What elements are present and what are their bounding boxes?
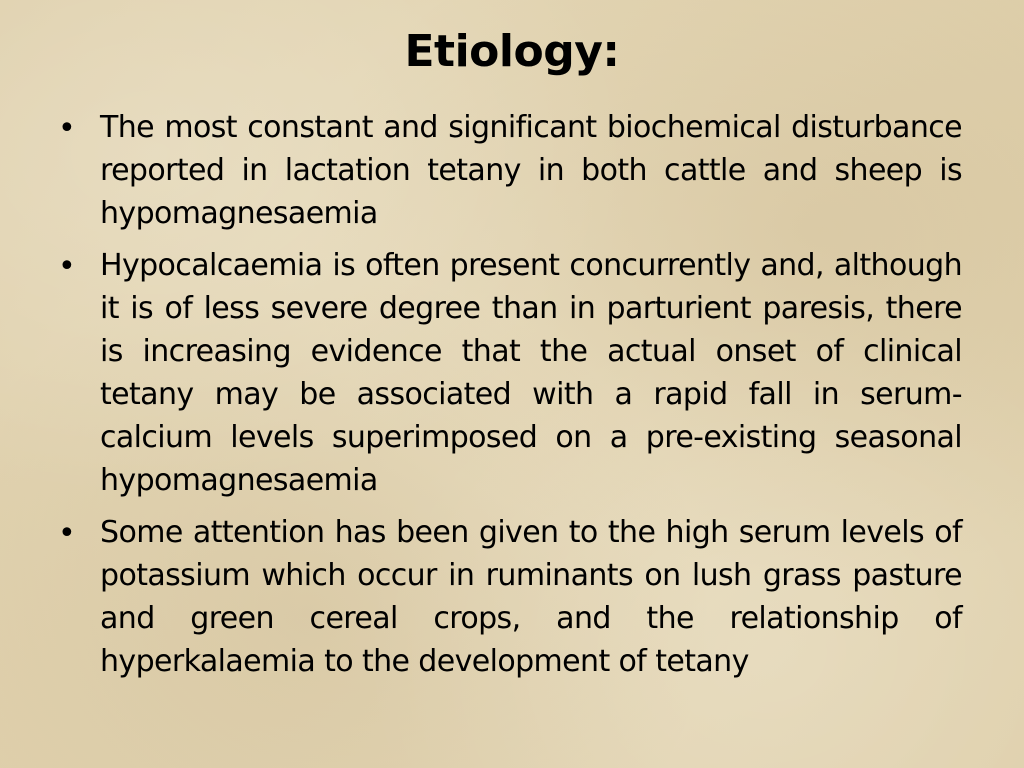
bullet-list (58, 106, 962, 692)
bullet-point-icon: • (58, 249, 76, 284)
slide-title: Etiology: (404, 26, 620, 77)
bullet-item-3 (58, 511, 962, 683)
bullet-item-2 (58, 244, 962, 502)
bullet-point-icon: • (58, 516, 76, 551)
bullet-item-1 (58, 106, 962, 235)
bullet-text: Hypocalcaemia is often present concurrently and, although it is of less severe degree than in parturient paresis, there is increasing evidence that the actual onset of clinical tetany may be associated with a rapid fall in serum-calcium levels superimposed on a pre-existing seasonal hypomagnesaemia (100, 248, 962, 498)
bullet-text: Some attention has been given to the high serum levels of potassium which occur in ruminants on lush grass pasture and green cereal crops, and the relationship of hyperkalaemia to the development of tetany (100, 515, 962, 679)
bullet-point-icon: • (58, 111, 76, 146)
bullet-text: The most constant and significant biochemical disturbance reported in lactation tetany in both cattle and sheep is hypomagnesaemia (100, 110, 962, 231)
